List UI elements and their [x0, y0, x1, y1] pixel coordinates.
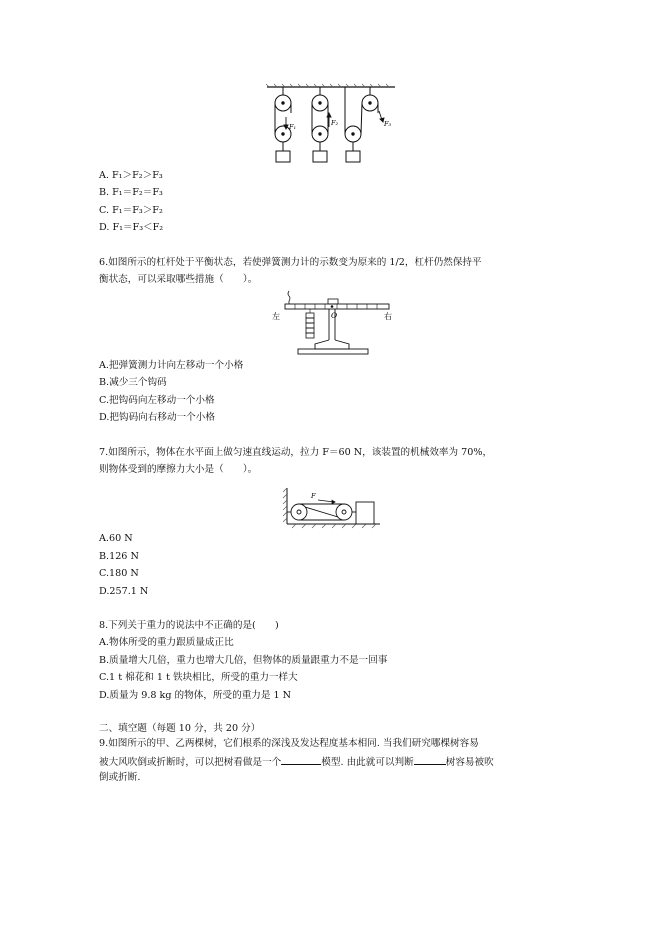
q5-option-d: D. F₁＝F₃＜F₂	[99, 222, 164, 233]
q5-option-a: A. F₁＞F₂＞F₃	[99, 170, 163, 181]
q6-stem-line2: 衡状态，可以采取哪些措施（ ）。	[99, 274, 258, 285]
q5-option-b: B. F₁＝F₂＝F₃	[99, 187, 163, 198]
q6-option-c: C.把钩码向左移动一个小格	[99, 395, 215, 406]
f2-label: F₂	[331, 119, 339, 127]
q9-line2-part-c: 树容易被吹	[445, 757, 494, 768]
f3-label: F₃	[384, 120, 392, 128]
q7-option-b: B.126 N	[99, 551, 139, 562]
q7-option-d: D.257.1 N	[99, 586, 149, 597]
lever-left-label: 左	[272, 312, 280, 321]
q7-force-label: F	[311, 492, 316, 500]
f1-label: F₁	[289, 123, 297, 131]
q9-line2-part-b: 模型. 由此就可以判断	[321, 757, 414, 768]
lever-pivot-label: O	[331, 311, 338, 320]
q9-line3: 倒或折断.	[99, 772, 141, 783]
q5-option-c: C. F₁＝F₃＞F₂	[99, 205, 163, 216]
q8-stem: 8.下列关于重力的说法中不正确的是( )	[99, 620, 279, 631]
q9-line2-part-a: 被大风吹倒或折断时，可以把树看做是一个	[99, 757, 282, 768]
q6-option-a: A.把弹簧测力计向左移动一个小格	[99, 360, 244, 371]
q7-stem-line2: 则物体受到的摩擦力大小是（ ）。	[99, 464, 258, 475]
q8-option-a: A.物体所受的重力跟质量成正比	[99, 637, 234, 648]
q7-option-a: A.60 N	[99, 533, 133, 544]
section2-heading: 二、填空题（每题 10 分，共 20 分）	[99, 723, 261, 734]
q6-stem-line1: 6.如图所示的杠杆处于平衡状态，若使弹簧测力计的示数变为原来的 1/2，杠杆仍然保持平	[99, 257, 482, 268]
q9-blank-2[interactable]	[414, 755, 446, 765]
pulley-systems-figure	[265, 83, 397, 169]
q6-option-b: B.减少三个钩码	[99, 377, 167, 388]
q9-line2	[99, 755, 494, 769]
q9-line1: 9.如图所示的甲、乙两棵树，它们根系的深浅及发达程度基本相同. 当我们研究哪棵树容易	[99, 738, 479, 749]
lever-right-label: 右	[384, 312, 392, 321]
q8-option-b: B.质量增大几倍，重力也增大几倍，但物体的质量跟重力不是一回事	[99, 655, 388, 666]
pulley-friction-figure	[282, 484, 382, 530]
q9-blank-1[interactable]	[281, 755, 321, 765]
q8-option-d: D.质量为 9.8 kg 的物体，所受的重力是 1 N	[99, 690, 292, 701]
q7-option-c: C.180 N	[99, 568, 139, 579]
lever-figure	[270, 287, 400, 357]
q6-option-d: D.把钩码向右移动一个小格	[99, 412, 215, 423]
q7-stem-line1: 7.如图所示，物体在水平面上做匀速直线运动，拉力 F＝60 N，该装置的机械效率为 70%，	[99, 447, 493, 458]
q8-option-c: C.1 t 棉花和 1 t 铁块相比，所受的重力一样大	[99, 672, 298, 683]
